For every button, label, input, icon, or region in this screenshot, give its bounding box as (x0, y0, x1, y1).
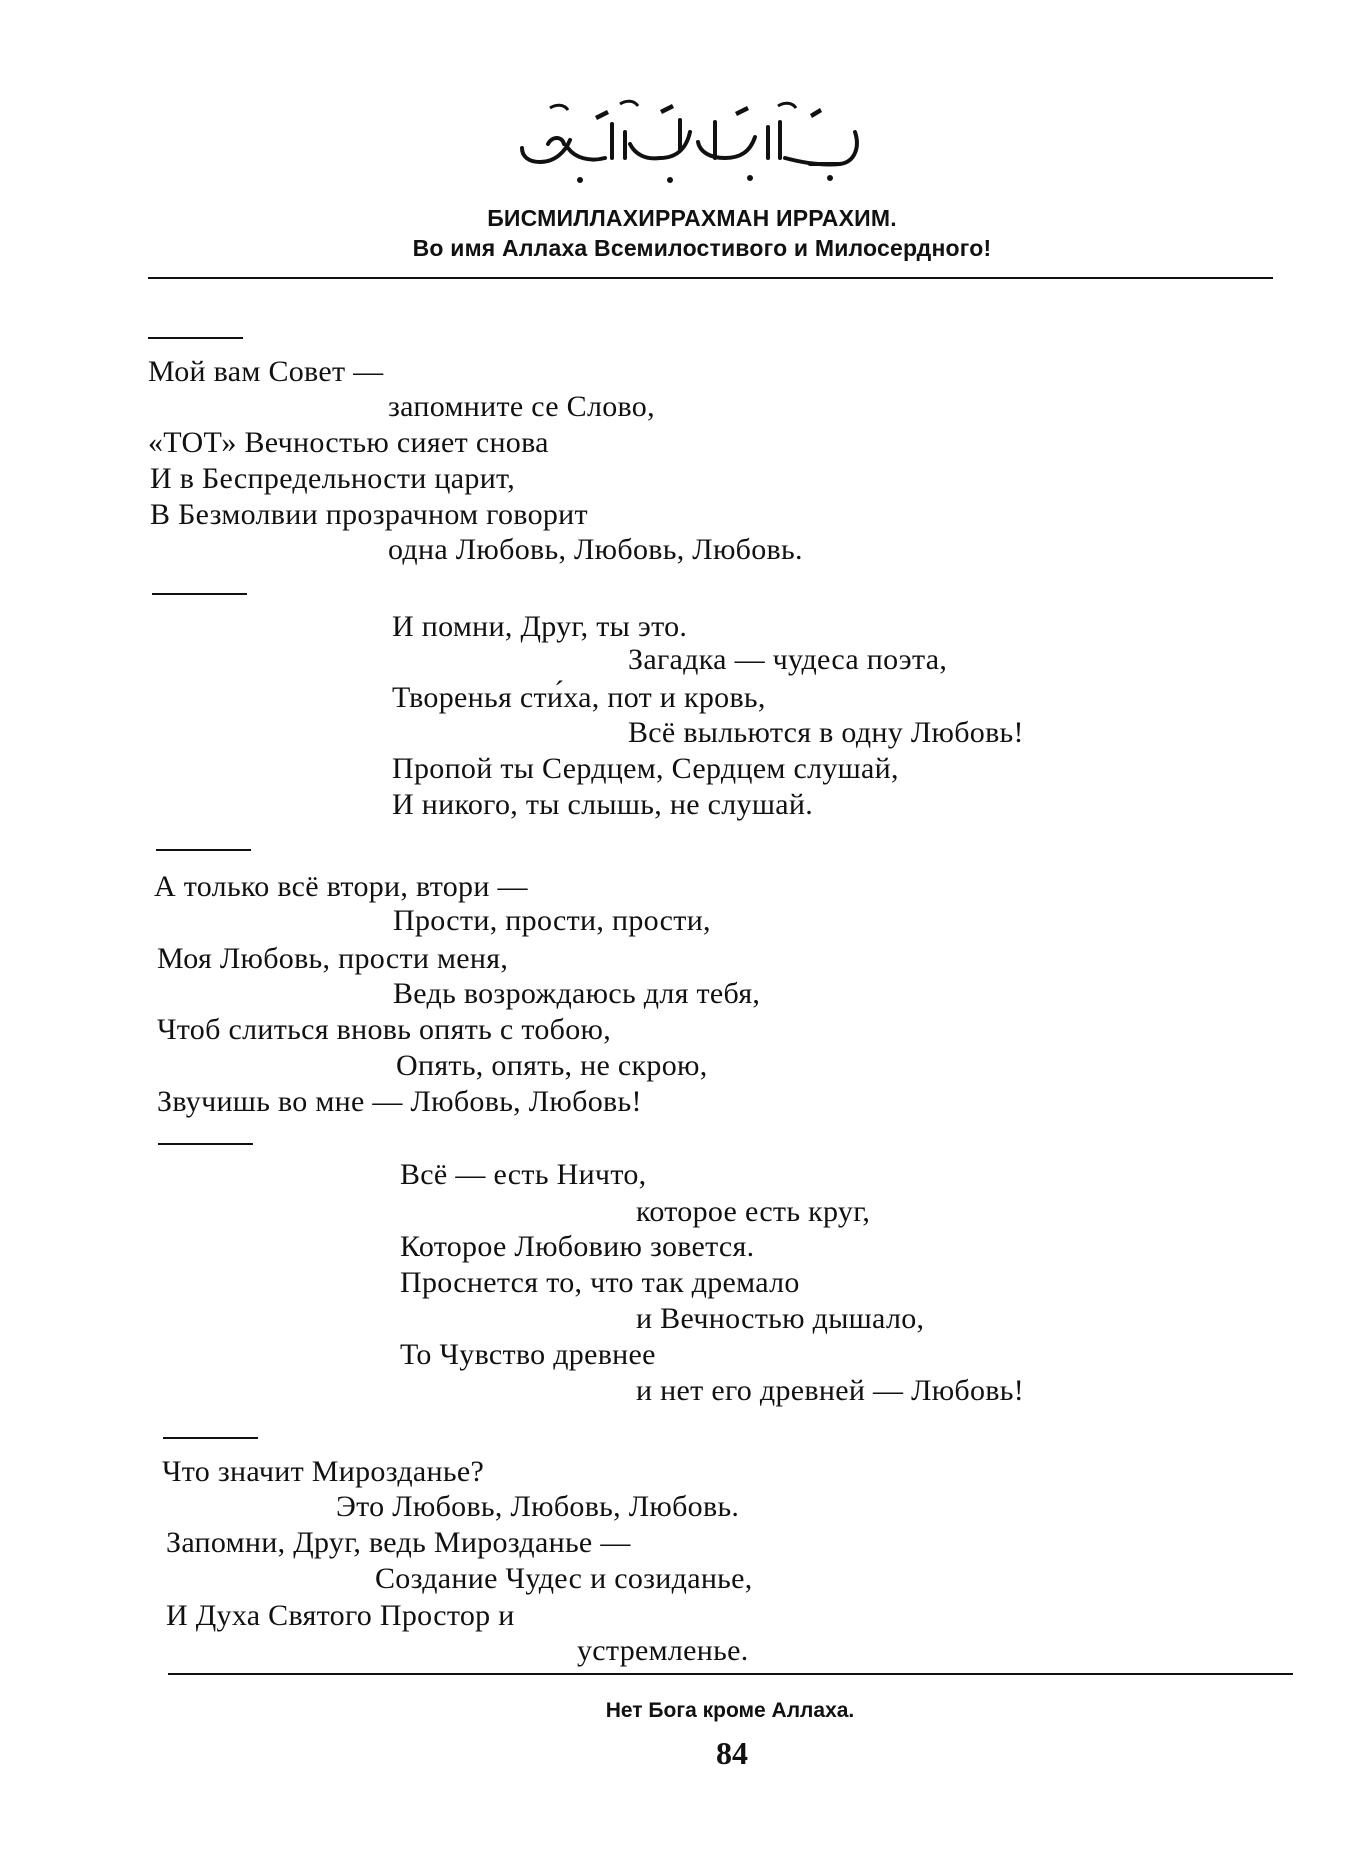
poem-line: А только всё втори, втори — (154, 870, 528, 903)
header-subtitle: Во имя Аллаха Всемилостивого и Милосердного! (412, 235, 992, 261)
footer-text: Нет Бога кроме Аллаха. (605, 1699, 855, 1722)
poem-line: одна Любовь, Любовь, Любовь. (388, 533, 803, 566)
poem-line: Которое Любовию зовется. (400, 1230, 755, 1263)
poem-line: Всё выльются в одну Любовь! (628, 716, 1024, 749)
poem-line: Ведь возрождаюсь для тебя, (393, 977, 761, 1010)
poem-line: устремленье. (577, 1634, 749, 1667)
poem-line: И помни, Друг, ты это. (392, 610, 688, 643)
poem-line: В Безмолвии прозрачном говорит (150, 498, 588, 531)
poem-line: Прости, прости, прости, (393, 904, 711, 937)
poem-line: и нет его древней — Любовь! (636, 1374, 1025, 1407)
poem-line: Моя Любовь, прости меня, (157, 942, 509, 975)
poem-line: Пропой ты Сердцем, Сердцем слушай, (392, 752, 899, 785)
poem-line: которое есть круг, (636, 1195, 871, 1228)
poem-line: Звучишь во мне — Любовь, Любовь! (157, 1085, 642, 1118)
page-number: 84 (716, 1735, 748, 1771)
stanza-divider (163, 1437, 258, 1439)
poem-line: То Чувство древнее (400, 1338, 656, 1371)
stanza-divider (156, 849, 251, 851)
poem-line: Что значит Мирозданье? (162, 1455, 485, 1488)
poem-line: и Вечностью дышало, (636, 1302, 925, 1335)
header-title: БИСМИЛЛАХИРРАХМАН ИРРАХИМ. (487, 205, 897, 231)
header-divider (148, 277, 1273, 279)
stanza-divider (152, 593, 247, 595)
poem-line: Чтоб слиться вновь опять с тобою, (157, 1013, 612, 1046)
poem-line: Опять, опять, не скрою, (396, 1049, 708, 1082)
poem-line: Создание Чудес и созиданье, (375, 1562, 753, 1595)
poem-line: запомните се Слово, (388, 390, 655, 423)
poem-line: И никого, ты слышь, не слушай. (392, 788, 814, 821)
poem-line: Это Любовь, Любовь, Любовь. (336, 1490, 740, 1523)
poem-line: Мой вам Совет — (148, 355, 384, 388)
poem-line: Всё — есть Ничто, (400, 1158, 647, 1191)
poem-line: И Духа Святого Простор и (166, 1599, 515, 1632)
poem-line: Творенья сти́ха, пот и кровь, (392, 681, 766, 714)
poem-line: Загадка — чудеса поэта, (628, 643, 948, 676)
stanza-divider (148, 337, 243, 339)
bismillah-calligraphy (510, 92, 870, 192)
poem-line: «ТОТ» Вечностью сияет снова (148, 426, 549, 459)
poem-line: И в Беспредельности царит, (150, 462, 516, 495)
poem-line: Проснется то, что так дремало (400, 1266, 800, 1299)
footer-divider (168, 1673, 1293, 1675)
stanza-divider (158, 1143, 253, 1145)
poem-line: Запомни, Друг, ведь Мирозданье — (166, 1526, 631, 1559)
